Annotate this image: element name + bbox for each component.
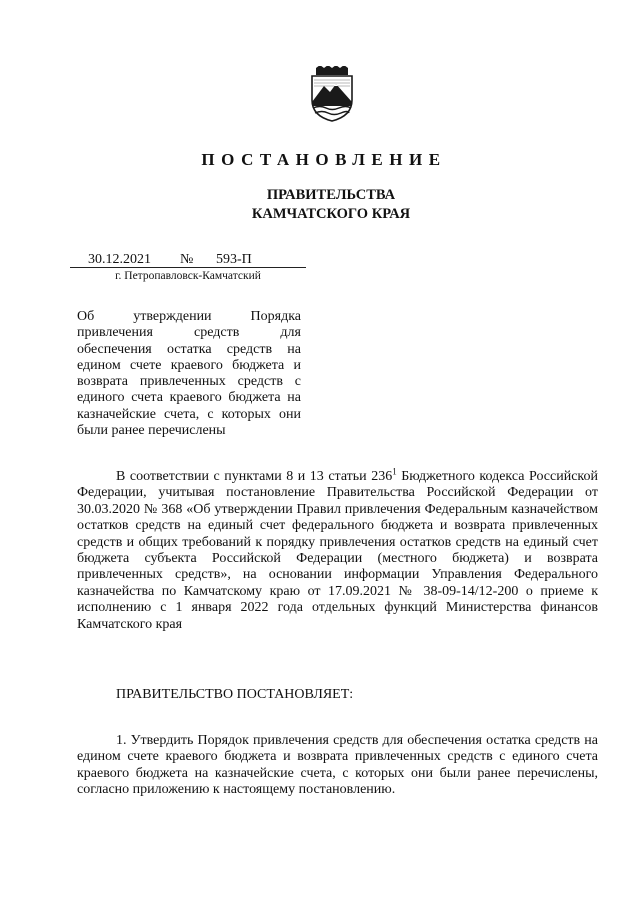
issuer-line-1: ПРАВИТЕЛЬСТВА <box>266 187 396 203</box>
decree-heading: ПРАВИТЕЛЬСТВО ПОСТАНОВЛЯЕТ: <box>116 687 354 702</box>
item-1-paragraph: 1. Утвердить Порядок привлечения средств для обеспечения остатка средств на едином счете краевого бюджета и возврата привлеченных средств с единого счета краевого бюджета на казначейские счета, с которых они были ранее перечислены, согласно приложению к настоящему постановлению. <box>77 733 598 798</box>
article-superscript: 1 <box>392 466 397 477</box>
issuer-line-2: КАМЧАТСКОГО КРАЯ <box>251 206 411 222</box>
preamble-paragraph <box>77 466 598 633</box>
document-date: 30.12.2021 <box>88 252 151 267</box>
registration-line <box>70 252 306 266</box>
kamchatka-coat-of-arms-icon <box>300 66 364 122</box>
number-sign: № <box>180 252 194 267</box>
document-subject: Об утверждении Порядка привлечения средств для обеспечения остатка средств на едином счете краевого бюджета и возврата привлеченных средств с единого счета краевого бюджета на казначейские счета, с которых они были ранее перечислены <box>77 309 301 439</box>
issuer-name <box>0 186 640 224</box>
preamble-text-b: Бюджетного кодекса Российской Федерации, учитывая постановление Правительства Российской Федерации от 30.03.2020 № 368 «Об утверждении Правил привлечения Федеральным казначейством остатков средств на единый счет федерального бюджета и возврата привлеченных средств и общих требований к порядку привлечения остатков средств на единый счет бюджета субъекта Российской Федерации (местного бюджета) и возврата привлеченных средств», на основании информации Управления Федерального казначейства по Камчатскому краю от 17.09.2021 № 38-09-14/12-200 о приеме к исполнению с 1 января 2022 года отдельных функций Министерства финансов Камчатского края <box>77 469 598 632</box>
registration-underline <box>70 267 306 268</box>
issue-place: г. Петропавловск-Камчатский <box>115 270 261 282</box>
document-type-title: ПОСТАНОВЛЕНИЕ <box>201 150 447 169</box>
preamble-text-a: В соответствии с пунктами 8 и 13 статьи 236 <box>116 469 393 484</box>
document-number: 593-П <box>216 252 252 267</box>
